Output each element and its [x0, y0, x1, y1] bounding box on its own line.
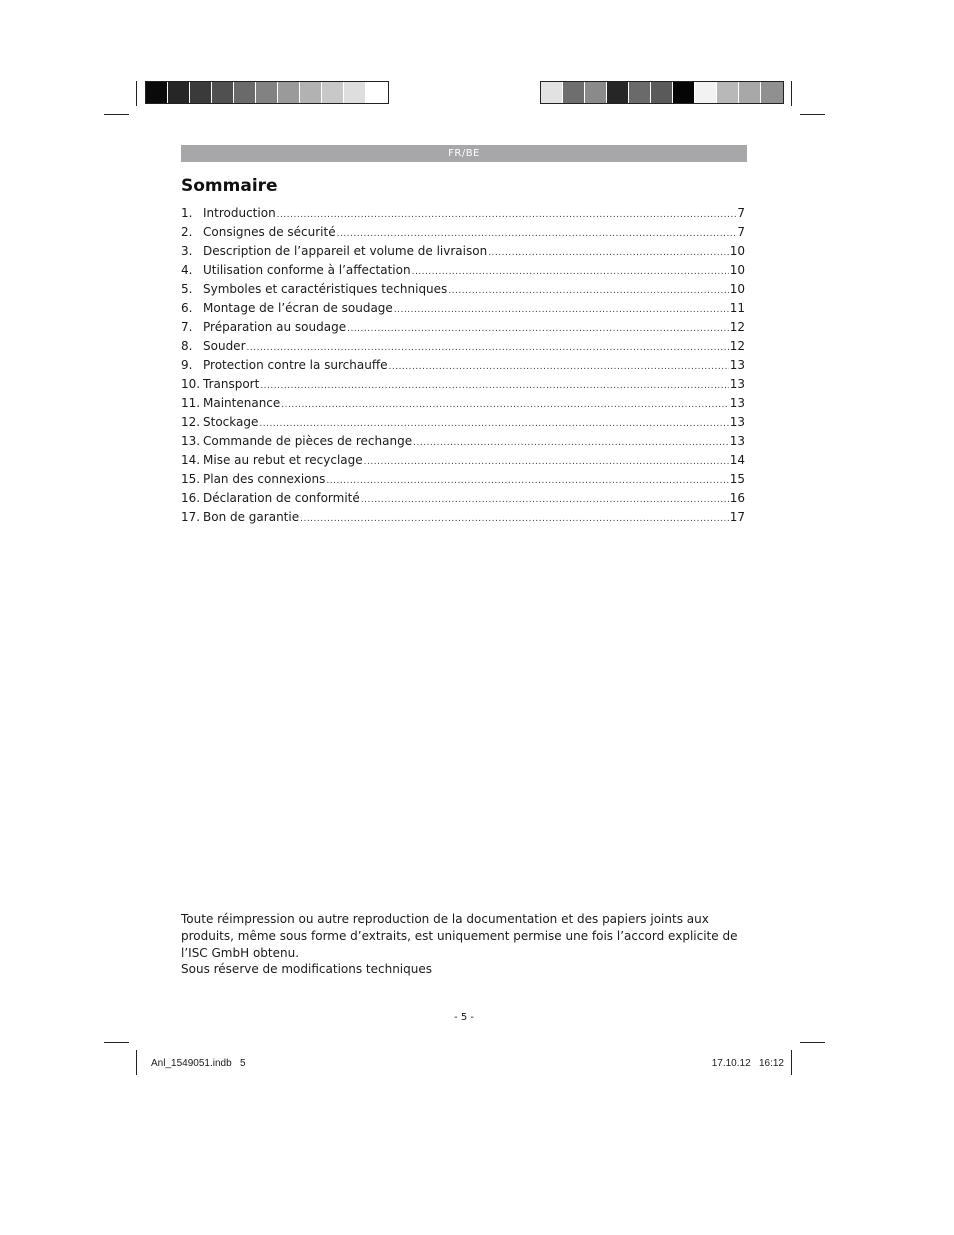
- toc-entry-number: 9.: [181, 358, 193, 372]
- toc-entry: [181, 432, 745, 451]
- toc-entry-title: Utilisation conforme à l’affectation: [203, 263, 411, 277]
- toc-entry-number: 11.: [181, 396, 201, 410]
- copyright-notice: Toute réimpression ou autre reproduction de la documentation et des papiers joints aux produits, même sous forme d’extraits, est uniquement permise une fois l’accord explicite de l’ISC GmbH obtenu.: [181, 912, 738, 960]
- toc-entry: [181, 261, 745, 280]
- toc-entry-page: 13: [729, 396, 745, 410]
- toc-entry-page: 12: [729, 320, 745, 334]
- toc-entry-page: 13: [729, 434, 745, 448]
- toc-entry: [181, 280, 745, 299]
- calibration-swatch: [585, 82, 607, 103]
- toc-dot-leader: [412, 263, 729, 282]
- technical-changes-notice: Sous réserve de modifications techniques: [181, 962, 432, 976]
- toc-dot-leader: [300, 510, 729, 529]
- toc-entry: [181, 204, 745, 223]
- toc-entry-title: Transport: [203, 377, 260, 391]
- toc-entry: [181, 413, 745, 432]
- toc-entry-title: Préparation au soudage: [203, 320, 347, 334]
- toc-entry-number: 12.: [181, 415, 201, 429]
- footer-filename: Anl_1549051.indb 5: [151, 1058, 246, 1069]
- toc-entry-page: 16: [729, 491, 745, 505]
- toc-entry: [181, 375, 745, 394]
- calibration-swatch: [300, 82, 322, 103]
- toc-entry-title: Plan des connexions: [203, 472, 326, 486]
- calibration-swatch: [673, 82, 695, 103]
- crop-mark: [800, 1042, 825, 1043]
- toc-entry: [181, 356, 745, 375]
- footer-datetime: 17.10.12 16:12: [711, 1058, 784, 1069]
- toc-entry: [181, 470, 745, 489]
- toc-entry-number: 8.: [181, 339, 193, 353]
- calibration-swatch: [541, 82, 563, 103]
- toc-entry-title: Commande de pièces de rechange: [203, 434, 413, 448]
- crop-mark: [791, 1050, 792, 1075]
- toc-entry-page: 7: [737, 225, 745, 239]
- toc-entry-title: Souder: [203, 339, 246, 353]
- toc-entry-page: 12: [729, 339, 745, 353]
- toc-entry-title: Symboles et caractéristiques techniques: [203, 282, 448, 296]
- toc-entry: [181, 223, 745, 242]
- toc-entry-number: 3.: [181, 244, 193, 258]
- toc-entry-number: 15.: [181, 472, 201, 486]
- toc-entry-number: 14.: [181, 453, 201, 467]
- toc-entry-page: 10: [729, 282, 745, 296]
- toc-entry-title: Déclaration de conformité: [203, 491, 360, 505]
- toc-dot-leader: [347, 320, 729, 339]
- toc-dot-leader: [413, 434, 729, 453]
- language-tag: FR/BE: [448, 148, 480, 159]
- toc-entry-page: 13: [729, 415, 745, 429]
- toc-entry-number: 4.: [181, 263, 193, 277]
- calibration-swatch: [366, 82, 388, 103]
- toc-entry: [181, 337, 745, 356]
- toc-entry: [181, 489, 745, 508]
- toc-entry-title: Montage de l’écran de soudage: [203, 301, 393, 315]
- toc-entry-number: 7.: [181, 320, 193, 334]
- table-of-contents: [181, 204, 745, 527]
- crop-mark: [104, 1042, 129, 1043]
- calibration-swatch: [278, 82, 300, 103]
- toc-entry-page: 7: [737, 206, 745, 220]
- toc-dot-leader: [277, 206, 737, 225]
- toc-dot-leader: [488, 244, 729, 263]
- calibration-swatch: [190, 82, 212, 103]
- calibration-swatch: [234, 82, 256, 103]
- toc-entry-number: 6.: [181, 301, 193, 315]
- toc-dot-leader: [388, 358, 728, 377]
- toc-dot-leader: [326, 472, 728, 491]
- toc-dot-leader: [281, 396, 728, 415]
- calibration-swatch: [761, 82, 783, 103]
- page-title: Sommaire: [181, 176, 278, 196]
- toc-entry: [181, 299, 745, 318]
- toc-entry-number: 13.: [181, 434, 201, 448]
- toc-entry-number: 5.: [181, 282, 193, 296]
- toc-dot-leader: [364, 453, 729, 472]
- toc-entry: [181, 318, 745, 337]
- toc-entry-number: 2.: [181, 225, 193, 239]
- calibration-swatch: [651, 82, 673, 103]
- calibration-swatch: [146, 82, 168, 103]
- language-header-bar: [181, 145, 747, 162]
- toc-entry-title: Introduction: [203, 206, 276, 220]
- calibration-swatch: [344, 82, 366, 103]
- toc-entry-title: Bon de garantie: [203, 510, 300, 524]
- calibration-swatch: [739, 82, 761, 103]
- toc-entry: [181, 242, 745, 261]
- toc-entry-page: 13: [729, 358, 745, 372]
- toc-entry-page: 15: [729, 472, 745, 486]
- calibration-swatch: [695, 82, 717, 103]
- calibration-swatch: [607, 82, 629, 103]
- color-calibration-strip-left: [145, 81, 389, 104]
- toc-entry-title: Stockage: [203, 415, 259, 429]
- toc-entry-title: Maintenance: [203, 396, 281, 410]
- calibration-swatch: [212, 82, 234, 103]
- calibration-swatch: [322, 82, 344, 103]
- color-calibration-strip-right: [540, 81, 784, 104]
- calibration-swatch: [717, 82, 739, 103]
- toc-entry: [181, 508, 745, 527]
- toc-entry-title: Protection contre la surchauffe: [203, 358, 388, 372]
- toc-dot-leader: [448, 282, 728, 301]
- toc-entry-number: 10.: [181, 377, 201, 391]
- toc-entry: [181, 394, 745, 413]
- toc-entry-title: Mise au rebut et recyclage: [203, 453, 363, 467]
- toc-entry-page: 10: [729, 244, 745, 258]
- toc-entry-number: 16.: [181, 491, 201, 505]
- toc-entry-page: 13: [729, 377, 745, 391]
- crop-mark: [104, 114, 129, 115]
- toc-dot-leader: [260, 377, 728, 396]
- crop-mark: [791, 81, 792, 106]
- toc-entry-number: 17.: [181, 510, 201, 524]
- calibration-swatch: [629, 82, 651, 103]
- toc-dot-leader: [394, 301, 729, 320]
- toc-entry-page: 10: [729, 263, 745, 277]
- toc-entry-page: 14: [729, 453, 745, 467]
- toc-entry-title: Consignes de sécurité: [203, 225, 336, 239]
- calibration-swatch: [256, 82, 278, 103]
- toc-entry-page: 11: [729, 301, 745, 315]
- calibration-swatch: [563, 82, 585, 103]
- page-number: - 5 -: [454, 1012, 474, 1023]
- toc-entry-title: Description de l’appareil et volume de livraison: [203, 244, 488, 258]
- crop-mark: [136, 1050, 137, 1075]
- crop-mark: [800, 114, 825, 115]
- calibration-swatch: [168, 82, 190, 103]
- crop-mark: [136, 81, 137, 106]
- toc-dot-leader: [361, 491, 729, 510]
- toc-entry-number: 1.: [181, 206, 193, 220]
- toc-entry-page: 17: [729, 510, 745, 524]
- toc-entry: [181, 451, 745, 470]
